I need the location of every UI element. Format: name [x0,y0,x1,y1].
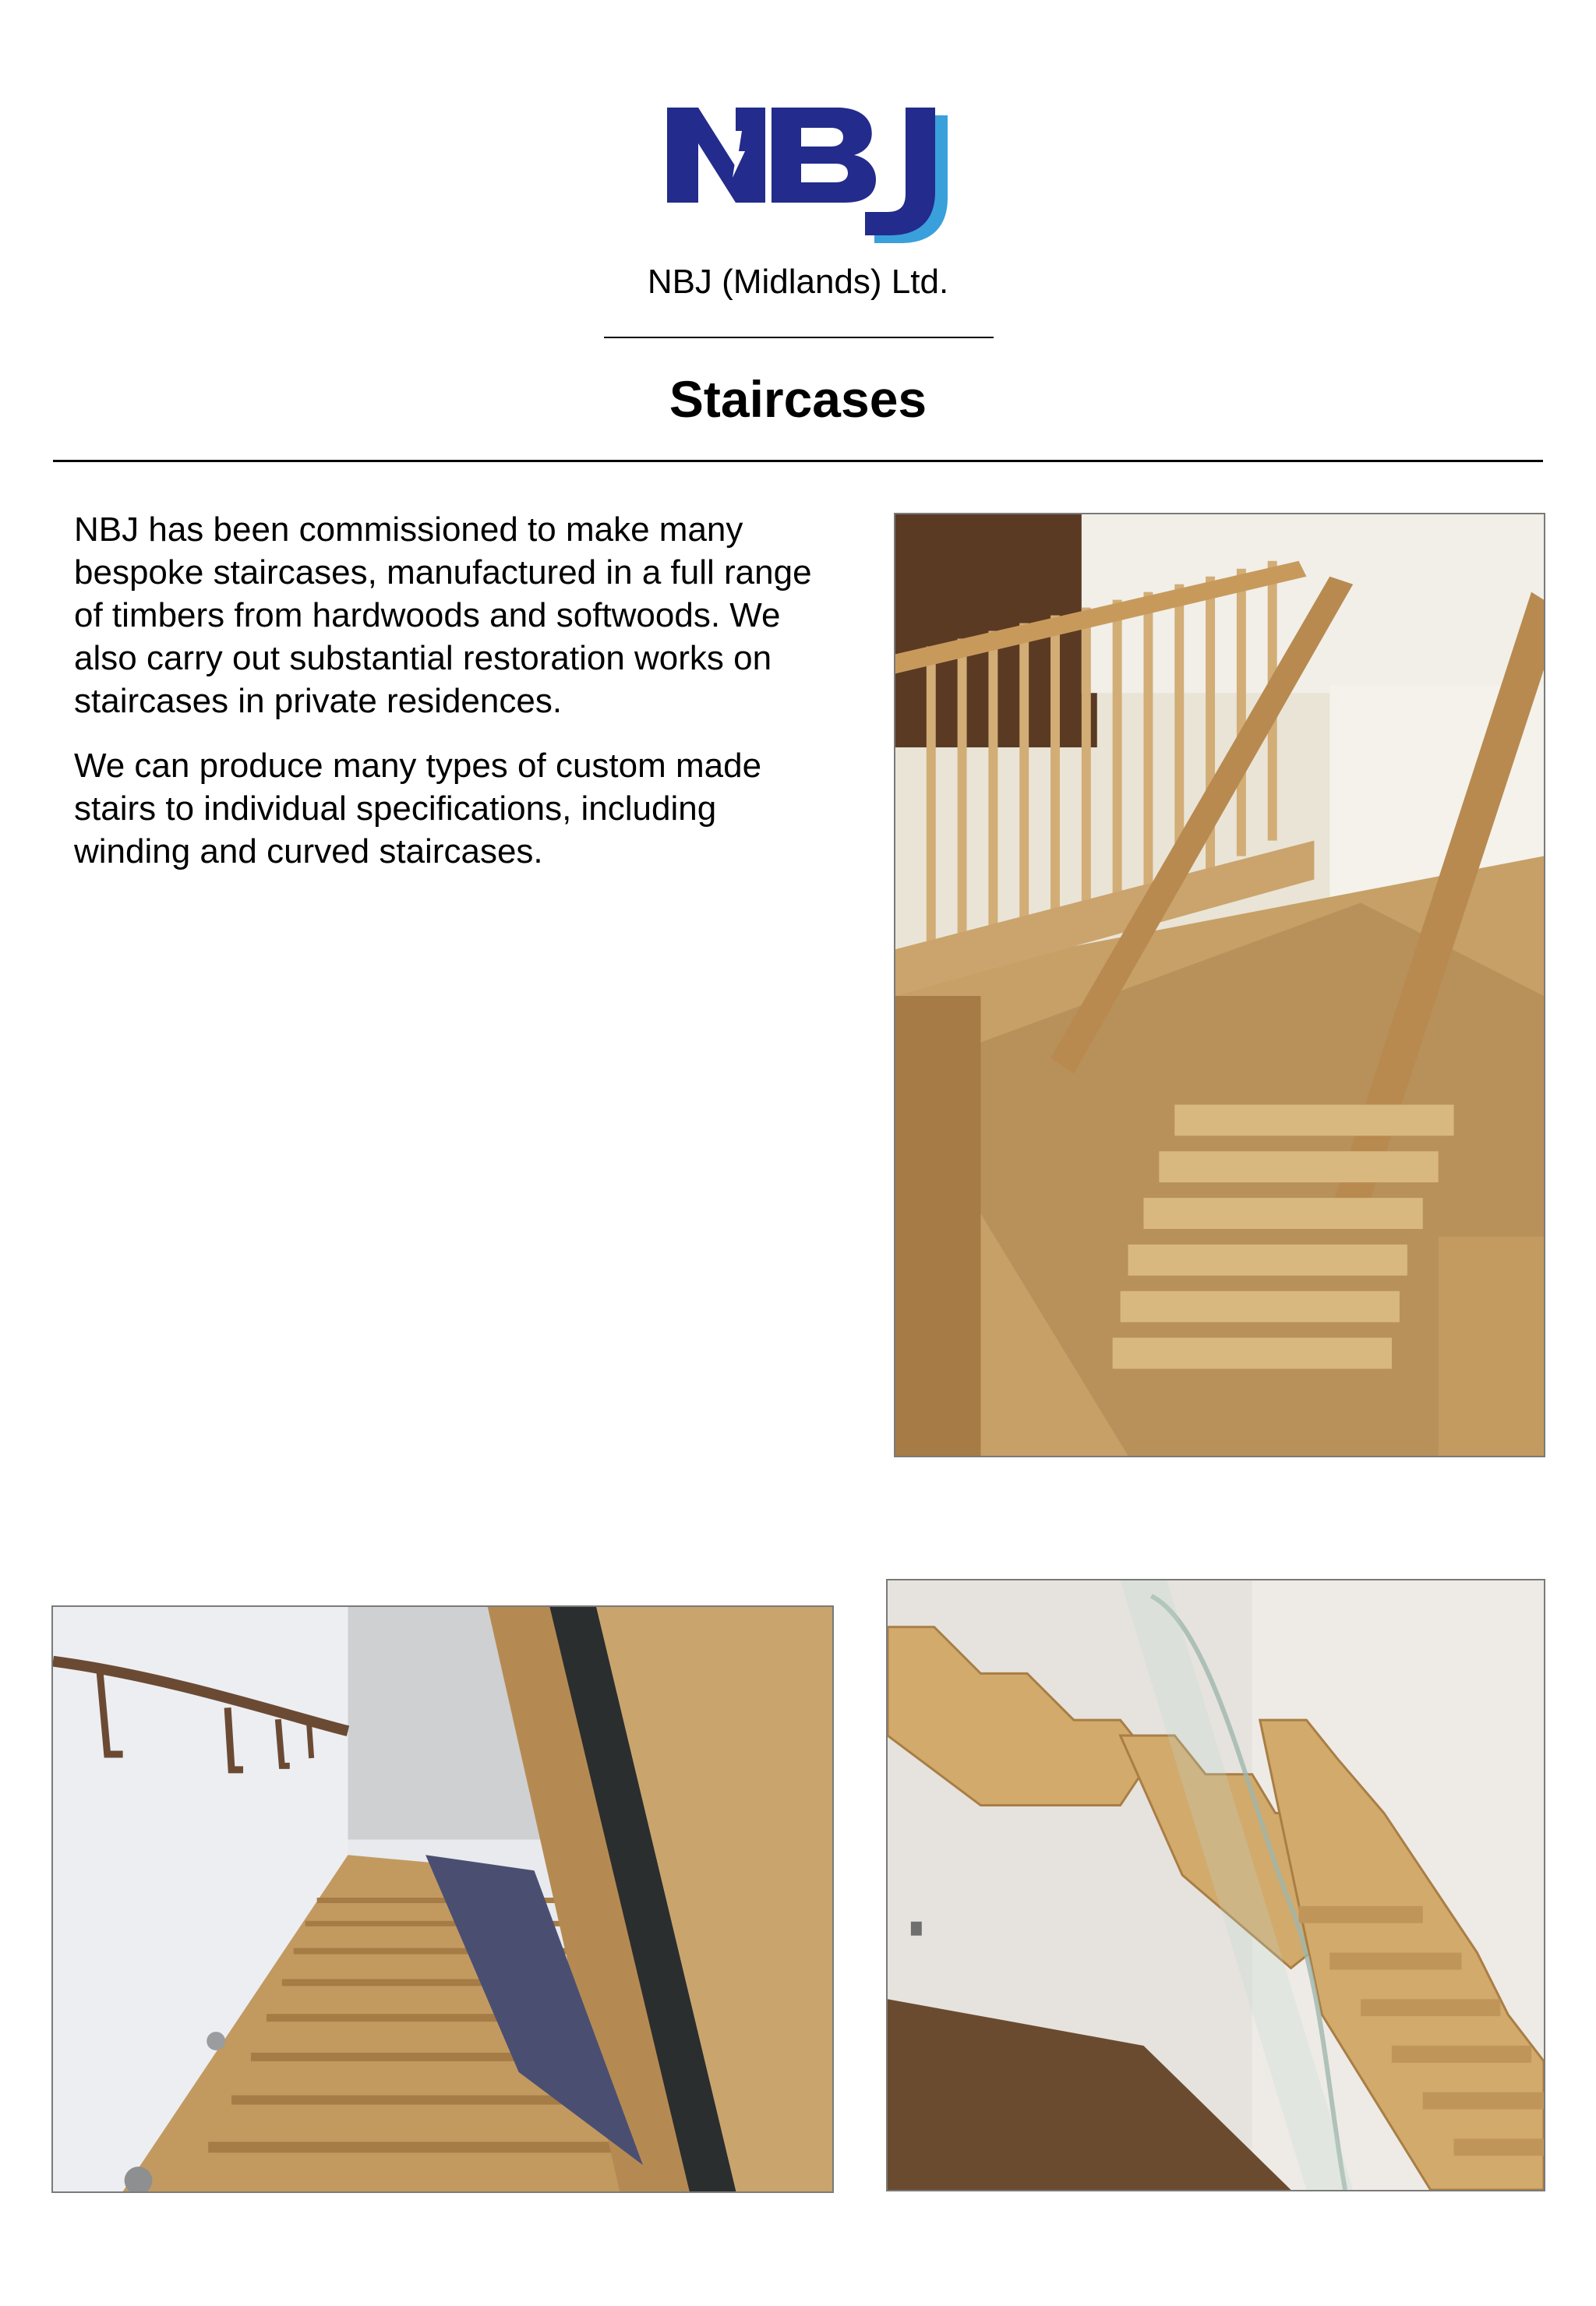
staircase-glass-image [888,1580,1544,2190]
title-divider-short [604,337,994,338]
nbj-logo-icon [664,100,952,245]
intro-paragraph: We can produce many types of custom made stairs to individual specifications, including winding and curved staircases. [74,747,762,870]
page-title: Staircases [669,370,927,428]
staircase-photo-handrail [51,1605,834,2193]
staircase-photo-glass [886,1579,1545,2191]
intro-text [74,508,822,895]
company-name: NBJ (Midlands) Ltd. [647,263,949,301]
staircase-handrail-image [53,1607,832,2191]
title-divider-long [53,460,1543,462]
nbj-logo [664,100,952,245]
intro-paragraph: NBJ has been commissioned to make many bespoke staircases, manufactured in a full range of timbers from hardwoods and softwoods. We also carry out substantial restoration works on staircases in private residences. [74,510,812,720]
staircase-photo-spindles [894,513,1545,1457]
staircase-spindles-image [895,514,1544,1456]
